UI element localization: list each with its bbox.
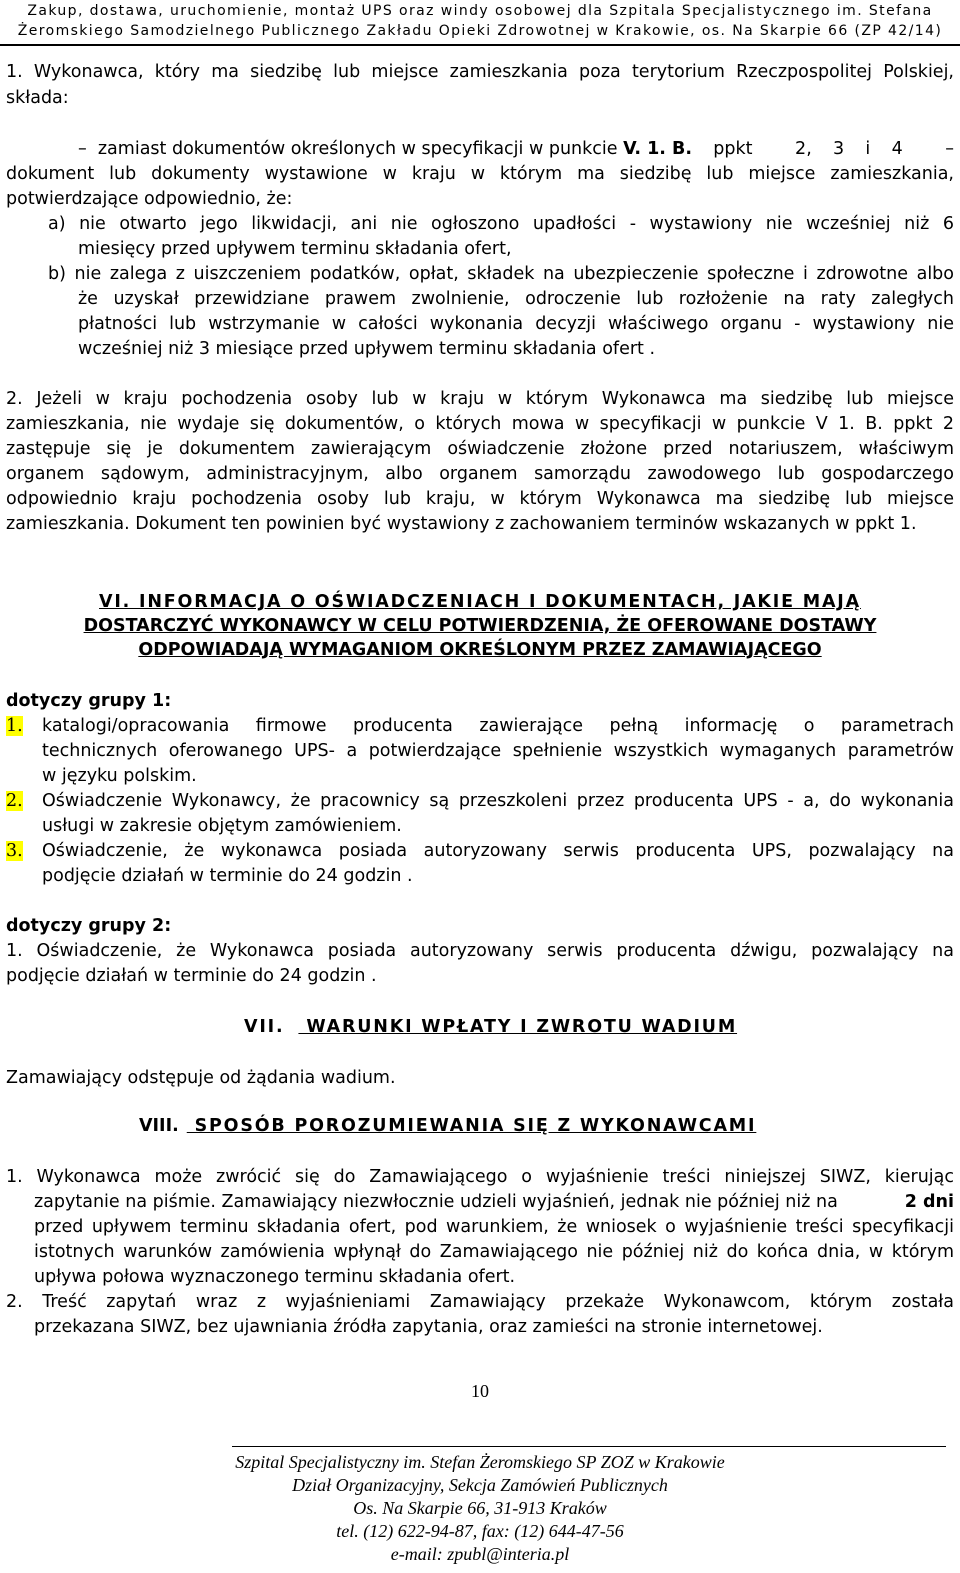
- section-6-title-line-1: VI. INFORMACJA O OŚWIADCZENIACH I DOKUMENTACH, JAKIE MAJĄ: [99, 592, 861, 612]
- group-1-item-3-number: [6, 839, 23, 864]
- group-1-item-1-line-1: katalogi/opracowania firmowe producenta zawierające pełną informację o parametrach: [42, 716, 954, 736]
- section-8-item-1-line-1: 1. Wykonawca może zwrócić się do Zamawiającego o wyjaśnienie treści niniejszej SIWZ, kierując: [6, 1167, 954, 1187]
- section-7-number: VII.: [244, 1017, 285, 1037]
- group-1-heading: dotyczy grupy 1:: [6, 691, 172, 711]
- p1-item-b-line-2: że uzyskał przewidziane prawem zwolnienie, odroczenie lub rozłożenie na raty zaległych: [78, 289, 954, 309]
- section-8-title: [139, 1114, 756, 1139]
- item-number-highlight: 2.: [6, 791, 23, 811]
- footer-line-2: Dział Organizacyjny, Sekcja Zamówień Publicznych: [292, 1475, 668, 1495]
- p1-line-3-text: – zamiast dokumentów określonych w specyfikacji w punkcie: [78, 139, 624, 159]
- section-8-heading: SPOSÓB POROZUMIEWANIA SIĘ Z WYKONAWCAMI: [186, 1116, 757, 1136]
- group-1-item-1-line-3: w języku polskim.: [42, 766, 197, 786]
- p1-line-2: składa:: [6, 88, 69, 108]
- p2-line-6: zamieszkania. Dokument ten powinien być wystawiony z zachowaniem terminów wskazanych w ppkt 1.: [6, 514, 917, 534]
- p1-line-1: 1. Wykonawca, który ma siedzibę lub miejsce zamieszkania poza terytorium Rzeczpospolitej Polskiej,: [6, 62, 954, 82]
- p1-item-b-line-1: b) nie zalega z uiszczeniem podatków, opłat, składek na ubezpieczenie społeczne i zdrowotne albo: [48, 264, 954, 284]
- p1-item-b-line-4: wcześniej niż 3 miesiące przed upływem terminu składania ofert .: [78, 339, 656, 359]
- section-6-title-line-3: ODPOWIADAJĄ WYMAGANIOM OKREŚLONYM PRZEZ ZAMAWIAJĄCEGO: [138, 640, 822, 660]
- page-number: 10: [471, 1381, 489, 1401]
- group-1-item-1-line-2: technicznych oferowanego UPS- a potwierdzające spełnienie wszystkich wymaganych parametrów: [42, 741, 954, 761]
- section-8-item-2-line-2: przekazana SIWZ, bez ujawniania źródła zapytania, oraz zamieści na stronie internetowej.: [34, 1317, 823, 1337]
- p1-item-a-line-1: a) nie otwarto jego likwidacji, ani nie ogłoszono upadłości - wystawiony nie wcześniej niż 6: [48, 214, 954, 234]
- p2-line-1: 2. Jeżeli w kraju pochodzenia osoby lub w kraju w którym Wykonawca ma siedzibę lub miejsce: [6, 389, 954, 409]
- group-1-item-3-line-1: Oświadczenie, że wykonawca posiada autoryzowany serwis producenta UPS, pozwalający na: [42, 841, 954, 861]
- section-8-item-2-line-1: 2. Treść zapytań wraz z wyjaśnieniami Zamawiający przekaże Wykonawcom, którym została: [6, 1292, 954, 1312]
- section-8-number: VIII.: [139, 1116, 179, 1136]
- section-8-item-1-line-3: przed upływem terminu składania ofert, pod warunkiem, że wniosek o wyjaśnienie treści specyfikacji: [34, 1217, 954, 1237]
- footer-line-4: tel. (12) 622-94-87, fax: (12) 644-47-56: [336, 1521, 624, 1541]
- group-2-line-1: 1. Oświadczenie, że Wykonawca posiada autoryzowany serwis producenta dźwigu, pozwalający na: [6, 941, 954, 961]
- p1-line-3-ref: V. 1. B.: [623, 139, 693, 159]
- p2-line-3: zastępuje się je dokumentem zawierającym oświadczenie złożone przed notariuszem, właściwym: [6, 439, 954, 459]
- section-8-item-1-line-4: istotnych warunków zamówienia wpłynął do Zamawiającego nie później niż do końca dnia, w którym: [34, 1242, 954, 1262]
- section-7-title: [244, 1015, 737, 1040]
- p1-line-3-tail: ppkt 2, 3 i 4 –: [692, 139, 954, 159]
- section-6-title-line-2: DOSTARCZYĆ WYKONAWCY W CELU POTWIERDZENIA, ŻE OFEROWANE DOSTAWY: [83, 616, 877, 636]
- p1-line-5: potwierdzające odpowiednio, że:: [6, 189, 293, 209]
- footer-email: e-mail: zpubl@interia.pl: [390, 1544, 570, 1564]
- item-number-highlight: 3.: [6, 841, 23, 861]
- group-1-item-2-number: [6, 789, 23, 814]
- p1-item-a-line-2: miesięcy przed upływem terminu składania ofert,: [78, 239, 512, 259]
- header-divider: [0, 44, 960, 46]
- item-number-highlight: 1.: [6, 716, 23, 736]
- p2-line-2: zamieszkania, nie wydaje się dokumentów, o których mowa w specyfikacji w punkcie V 1. B. ppkt 2: [6, 414, 954, 434]
- section-8-item-1-line-2-text: zapytanie na piśmie. Zamawiający niezwłocznie udzieli wyjaśnień, jednak nie później niż na: [34, 1192, 844, 1212]
- group-1-item-2-line-2: usługi w zakresie objętym zamówieniem.: [42, 816, 402, 836]
- footer-divider: [232, 1446, 946, 1447]
- section-8-deadline: 2 dni: [904, 1192, 954, 1212]
- group-1-item-2-line-1: Oświadczenie Wykonawcy, że pracownicy są przeszkoleni przez producenta UPS - a, do wykonania: [42, 791, 954, 811]
- p2-line-4: organem sądowym, administracyjnym, albo organem samorządu zawodowego lub gospodarczego: [6, 464, 954, 484]
- p2-line-5: odpowiednio kraju pochodzenia osoby lub kraju, w którym Wykonawca ma siedzibę lub miejsce: [6, 489, 954, 509]
- running-header-line-1: Zakup, dostawa, uruchomienie, montaż UPS oraz windy osobowej dla Szpitala Specjalistycznego im. Stefana: [27, 3, 933, 19]
- footer-line-1: Szpital Specjalistyczny im. Stefan Żeromskiego SP ZOZ w Krakowie: [235, 1452, 725, 1472]
- footer-line-3: Os. Na Skarpie 66, 31-913 Kraków: [353, 1498, 607, 1518]
- section-8-item-1-line-5: upływa połowa wyznaczonego terminu składania ofert.: [34, 1267, 516, 1287]
- group-1-item-1-number: [6, 714, 23, 739]
- section-8-item-1-line-2: [34, 1190, 954, 1215]
- p1-line-3: [78, 137, 954, 162]
- section-7-text: Zamawiający odstępuje od żądania wadium.: [6, 1068, 396, 1088]
- group-2-heading: dotyczy grupy 2:: [6, 916, 172, 936]
- p1-line-4: dokument lub dokumenty wystawione w kraju w którym ma siedzibę lub miejsce zamieszkania,: [6, 164, 954, 184]
- section-7-heading: WARUNKI WPŁATY I ZWROTU WADIUM: [298, 1017, 738, 1037]
- group-1-item-3-line-2: podjęcie działań w terminie do 24 godzin .: [42, 866, 413, 886]
- running-header-line-2: Żeromskiego Samodzielnego Publicznego Zakładu Opieki Zdrowotnej w Krakowie, os. Na Skarpie 66 (ZP 42/14): [17, 23, 943, 39]
- p1-item-b-line-3: płatności lub wstrzymanie w całości wykonania decyzji właściwego organu - wystawiony nie: [78, 314, 954, 334]
- group-2-line-2: podjęcie działań w terminie do 24 godzin .: [6, 966, 377, 986]
